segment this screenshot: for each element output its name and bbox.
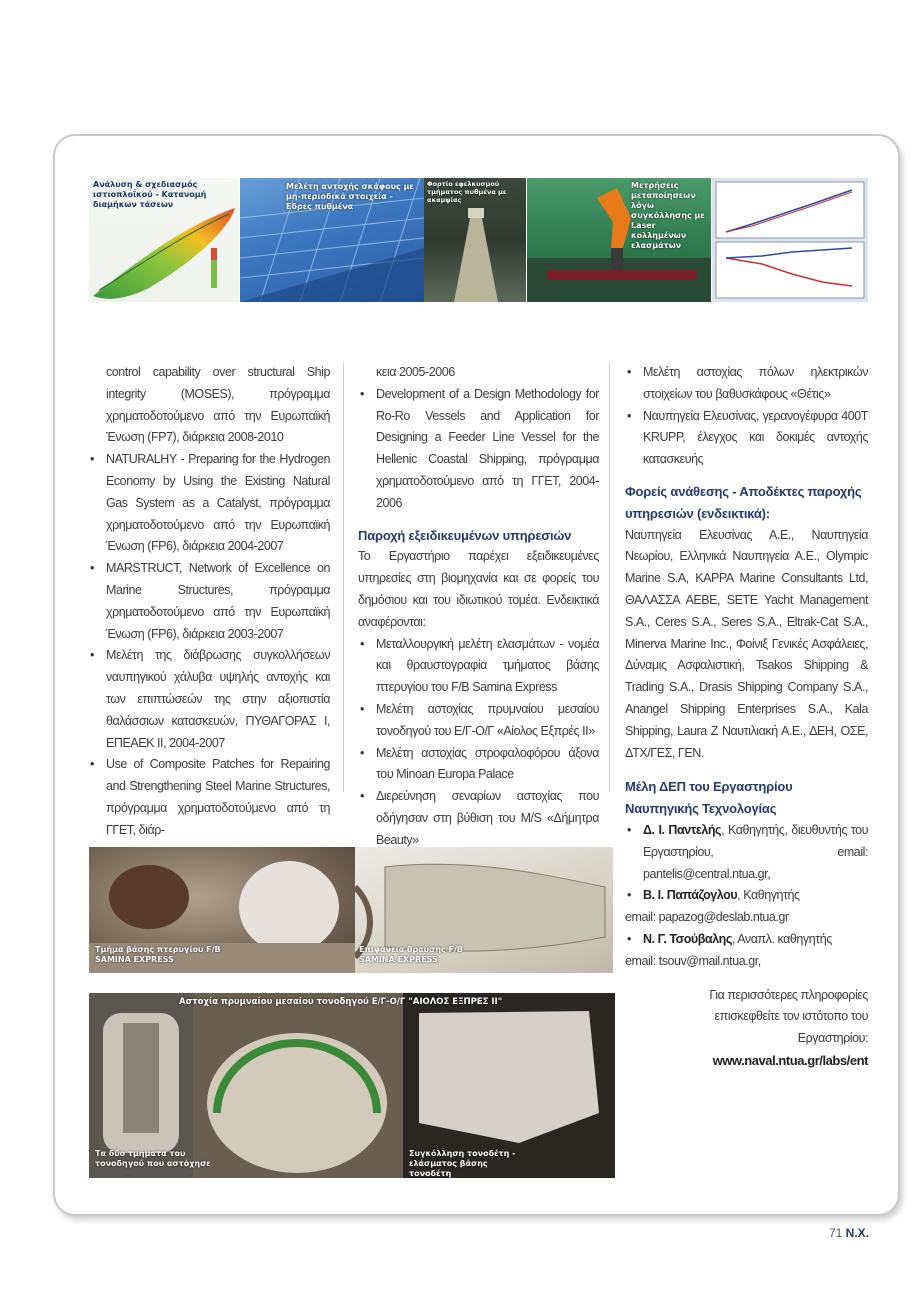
photo-caption: Τα δύο τμήματα του τονοδηγού που αστόχησε	[95, 1149, 211, 1168]
list-item: • NATURALHY - Preparing for the Hydrogen Economy by Using the Existing Natural Gas System as a Catalyst, πρόγραμμα χρηματοδοτούμενο από την Ευρωπαϊκή Ένωση (FP6), διάρκεια 2004-2007	[88, 449, 330, 558]
member-details: , Καθηγητής, διευθυντής του Εργαστηρίου, email: pantelis@central.ntua.gr,	[643, 822, 869, 881]
photo-caption: Φορτίο εφελκυσμού τμήματος πυθμένα με ακαμψίας	[427, 180, 507, 204]
member-email: email: papazog@deslab.ntua.gr	[625, 910, 789, 925]
more-info-note: Για περισσότερες πληροφορίες επισκεφθείτε τον ιστότοπο του Εργαστηρίου:	[709, 987, 868, 1046]
list-item: • Μελέτη αστοχίας πρυμναίου μεσαίου τονοδηγού του Ε/Γ-Ο/Γ «Αίολος Εξπρές ΙΙ»	[358, 699, 599, 743]
photo-fracture-surface	[355, 847, 613, 973]
faculty-list	[625, 820, 868, 907]
services-heading: Παροχή εξειδικευμένων υπηρεσιών	[358, 527, 572, 543]
photo-caption: Συγκόλληση τονοδέτη - ελάσματος βάσης τονοδέτη	[409, 1149, 516, 1178]
photo-fin-base	[89, 847, 355, 973]
col2-list-projects	[358, 384, 599, 515]
faculty-list	[625, 929, 868, 951]
photo-caption: Μελέτη αντοχής σκάφους με μη-περιοδικά στοιχεία - Εδρες πυθμένα	[286, 182, 414, 211]
list-item: • Μελέτη της διάβρωσης συγκολλήσεων ναυπηγικού χάλυβα υψηλής αντοχής και των επιπτώσεών της στην αξιοπιστία θαλάσσιων κατασκευών, ΠΥΘΑΓΟΡΑΣ Ι, ΕΠΕΑΕΚ ΙΙ, 2004-2007	[88, 645, 330, 754]
photo-laser-welding	[527, 178, 711, 302]
column-1	[106, 362, 330, 842]
faculty-heading: Μέλη ΔΕΠ του Εργαστηρίου Ναυπηγικής Τεχνολογίας	[625, 779, 793, 817]
faculty-member	[625, 929, 868, 951]
list-item: • Μελέτη αστοχίας πόλων ηλεκτρικών στοιχείων του βαθυσκάφους «Θέτις»	[625, 362, 868, 406]
photo-stiffened-panel	[240, 178, 424, 302]
photo-caption: Ανάλυση & σχεδιασμός ιστιοπλοΐκού - Κατανομή διαμήκων τάσεων	[93, 180, 207, 209]
col2-list-services	[358, 634, 599, 852]
faculty-member	[625, 820, 868, 885]
member-email: email: tsouv@mail.ntua.gr,	[625, 953, 761, 968]
lab-website-link[interactable]: www.naval.ntua.gr/labs/ent	[712, 1052, 868, 1068]
magazine-brand: N.X.	[845, 1226, 869, 1240]
member-name: Β. Ι. Παπάζογλου	[643, 888, 738, 903]
member-name: Δ. Ι. Παντελής	[643, 822, 722, 837]
photo-caption: Τμήμα βάσης πτερυγίου F/B SAMINA EXPRESS	[95, 945, 221, 964]
page-footer	[829, 1226, 869, 1240]
clients-heading: Φορείς ανάθεσης - Αποδέκτες παροχής υπηρεσιών (ενδεικτικά):	[625, 483, 862, 521]
photo-graphs	[712, 178, 868, 302]
photo-caption: Μετρήσεις μεταποίησεων λόγω συγκόλλησης με Laser κολλημένων ελασμάτων	[631, 181, 705, 250]
photo-bottom-section	[424, 178, 526, 302]
photo-caption: Επιφάνεια θραύσης F/B SAMINA EXPRESS	[359, 945, 464, 964]
col2-continuation: κεια 2005-2006	[376, 365, 455, 379]
photo-fin-stabiliser-failure	[89, 993, 615, 1178]
col1-list	[88, 449, 330, 841]
clients-list: Ναυπηγεία Ελευσίνας Α.Ε., Ναυπηγεία Νεωρίου, Ελληνικά Ναυπηγεία Α.Ε., Olympic Marine S.A, KAPPA Marine Consultants Ltd, ΘΑΛΑΣΣΑ ΑΕΒΕ, SETE Yacht Management S.A., Ceres S.A., Seres S.A., Eltrak-Cat S.A., Minerva Marine Inc., Φοίνιξ Γενικές Ασφάλειες, Δύναμις Ασφαλιστική, Tsakos Shipping & Trading S.A., Drasis Shipping Company S.A., Anangel Shipping Enterprises S.A., Kala Shipping, Laura Z Ναυτιλιακή Α.Ε., ΔΕΗ, ΟΣΕ, ΔΤΧ/ΓΕΣ, ΓΕΝ.	[625, 527, 868, 760]
member-name: Ν. Γ. Τσούβαλης	[643, 931, 732, 946]
list-item: • Μεταλλουργική μελέτη ελασμάτων - νομέα και θραυστογραφία τμήματος βάσης πτερυγίου του F/B Samina Express	[358, 634, 599, 699]
photo-sailboat-fem	[89, 178, 239, 302]
list-item: • Ναυπηγεία Ελευσίνας, γερανογέφυρα 400Τ KRUPP, έλεγχος και δοκιμές αντοχής κατασκευής	[625, 406, 868, 471]
faculty-member	[625, 885, 868, 907]
column-3	[625, 362, 868, 1072]
list-item: • Use of Composite Patches for Repairing and Strengthening Steel Marine Structures, πρόγραμμα χρηματοδοτούμενο από τη ΓΓΕΤ, διάρ-	[88, 754, 330, 841]
list-item: • MARSTRUCT, Network of Excellence on Marine Structures, πρόγραμμα χρηματοδοτούμενο από την Ευρωπαϊκή Ένωση (FP6), διάρκεια 2003-2007	[88, 558, 330, 645]
col3-list	[625, 362, 868, 471]
column-divider	[609, 362, 610, 792]
page-number: 71	[828, 1226, 843, 1240]
column-divider	[343, 362, 344, 792]
photo-title: Αστοχία πρυμναίου μεσαίου τονοδηγού Ε/Γ-Ο/Γ "ΑΙΟΛΟΣ ΕΞΠΡΕΣ ΙΙ"	[179, 997, 503, 1007]
member-details: , Καθηγητής	[737, 888, 800, 903]
member-details: , Αναπλ. καθηγητής	[731, 931, 832, 946]
list-item: • Μελέτη αστοχίας στροφαλοφόρου άξονα του Minoan Europa Palace	[358, 743, 599, 787]
list-item: • Διερεύνηση σεναρίων αστοχίας που οδήγησαν στη βύθιση του M/S «Δήμητρα Beauty»	[358, 786, 599, 851]
services-intro: Το Εργαστήριο παρέχει εξειδικευμένες υπηρεσίες στη βιομηχανία και σε φορείς του δημόσιου και του ιδιωτικού τομέα. Ενδεικτικά αναφέρονται:	[358, 549, 599, 629]
col1-intro: control capability over structural Ship integrity (MOSES), πρόγραμμα χρηματοδοτούμενο από την Ευρωπαϊκή Ένωση (FP7), διάρκεια 2008-2010	[106, 365, 330, 445]
list-item: • Development of a Design Methodology for Ro-Ro Vessels and Application for Designing a Feeder Line Vessel for the Hellenic Coastal Shipping, πρόγραμμα χρηματοδοτούμενο από τη ΓΓΕΤ, 2004-2006	[358, 384, 599, 515]
column-2	[358, 362, 599, 852]
